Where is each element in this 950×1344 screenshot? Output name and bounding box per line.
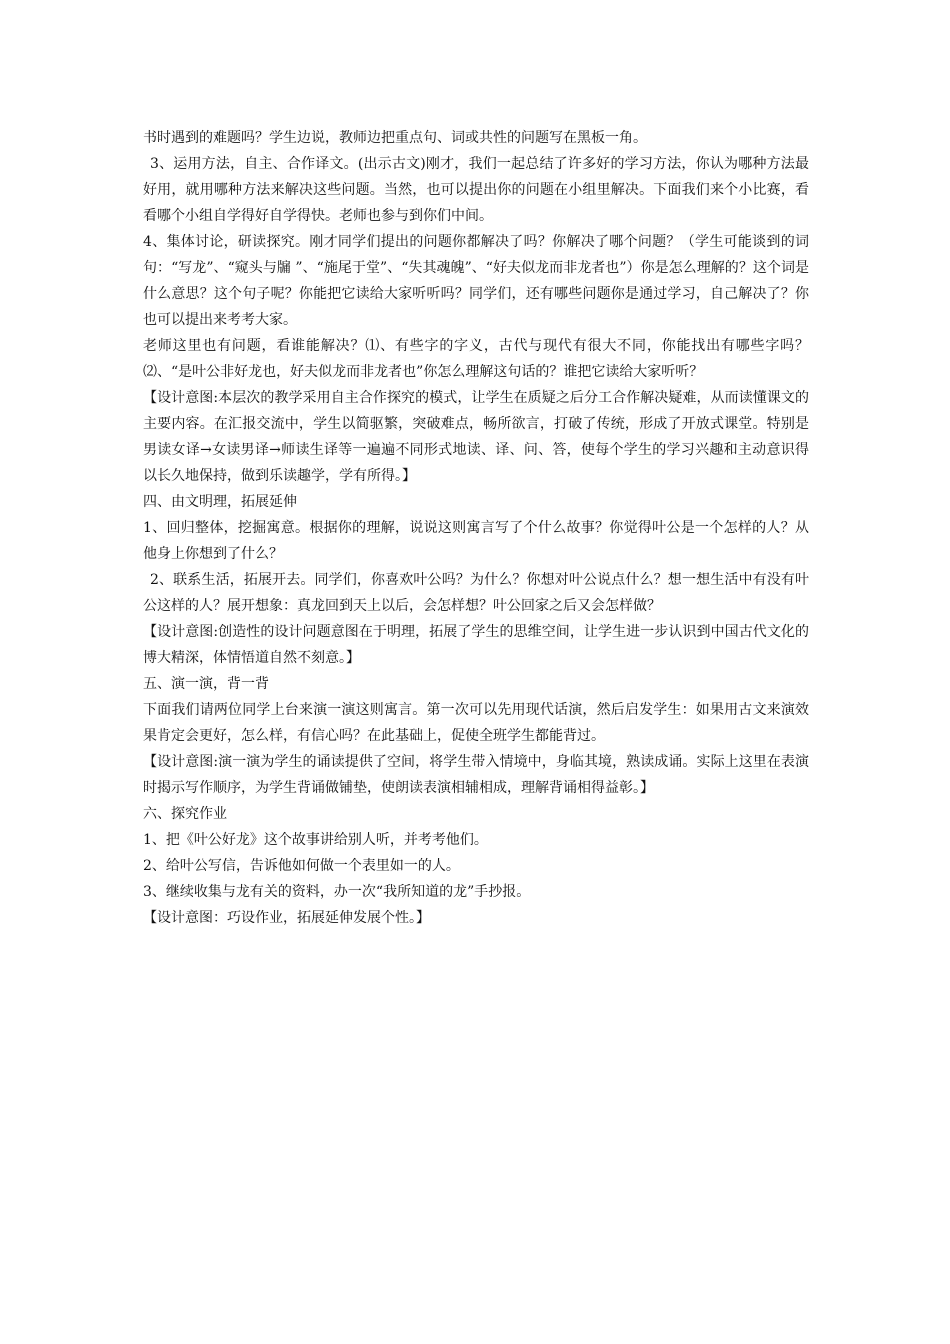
section-heading-6: 六、探究作业 — [143, 806, 227, 822]
homework-item-2: 2、给叶公写信，告诉他如何做一个表里如一的人。 — [143, 858, 460, 874]
document-body — [143, 125, 809, 931]
section-heading-4: 四、由文明理，拓展延伸 — [143, 494, 297, 510]
paragraph-step-4: 4、集体讨论，研读探究。刚才同学们提出的问题你都解决了吗？你解决了哪个问题？（学生可能谈到的词句：“写龙”、“窥头与牖 ”、“施尾于堂”、“失其魂魄”、“好夫似龙而非龙者也”）你是怎么理解的？这个词是什么意思？这个句子呢？你能把它读给大家听听吗？同学们，还有哪些问题你是通过学习，自己解决了？你也可以提出来考考大家。 — [143, 234, 809, 328]
paragraph-5: 下面我们请两位同学上台来演一演这则寓言。第一次可以先用现代话演，然后启发学生：如果用古文来演效果肯定会更好，怎么样，有信心吗？在此基础上，促使全班学生都能背过。 — [143, 702, 809, 744]
design-intent-note-3: 【设计意图:演一演为学生的诵读提供了空间，将学生带入情境中，身临其境，熟读成诵。实际上这里在表演时揭示写作顺序，为学生背诵做铺垫，使朗读表演相辅相成，理解背诵相得益彰。】 — [143, 754, 809, 796]
paragraph-continuation: 书时遇到的难题吗？学生边说，教师边把重点句、词或共性的问题写在黑板一角。 — [143, 130, 647, 146]
section-heading-5: 五、演一演，背一背 — [143, 676, 269, 692]
design-intent-note-1: 【设计意图:本层次的教学采用自主合作探究的模式，让学生在质疑之后分工合作解决疑难，从而读懂课文的主要内容。在汇报交流中，学生以简驱繁，突破难点，畅所欲言，打破了传统，形成了开放式课堂。特别是男读女译→女读男译→师读生译等一遍遍不同形式地读、译、问、答，使每个学生的学习兴趣和主动意识得以长久地保持，做到乐读趣学，学有所得。】 — [143, 390, 809, 484]
homework-item-3: 3、继续收集与龙有关的资料，办一次“我所知道的龙”手抄报。 — [143, 884, 531, 900]
paragraph-step-3: 3、运用方法，自主、合作译文。(出示古文)刚才，我们一起总结了许多好的学习方法，你认为哪种方法最好用，就用哪种方法来解决这些问题。当然，也可以提出你的问题在小组里解决。下面我们来个小比赛，看看哪个小组自学得好自学得快。老师也参与到你们中间。 — [143, 156, 809, 224]
paragraph-teacher-questions: 老师这里也有问题，看谁能解决？⑴、有些字的字义，古代与现代有很大不同，你能找出有哪些字吗？⑵、“是叶公非好龙也，好夫似龙而非龙者也”你怎么理解这句话的？谁把它读给大家听听？ — [143, 338, 809, 380]
design-intent-note-4: 【设计意图：巧设作业，拓展延伸发展个性。】 — [143, 910, 430, 926]
design-intent-note-2: 【设计意图:创造性的设计问题意图在于明理，拓展了学生的思维空间，让学生进一步认识到中国古代文化的博大精深，体情悟道自然不刻意。】 — [143, 624, 809, 666]
homework-item-1: 1、把《叶公好龙》这个故事讲给别人听，并考考他们。 — [143, 832, 488, 848]
paragraph-4-1: 1、回归整体，挖掘寓意。根据你的理解，说说这则寓言写了个什么故事？你觉得叶公是一个怎样的人？从他身上你想到了什么？ — [143, 520, 809, 562]
paragraph-4-2: 2、联系生活，拓展开去。同学们，你喜欢叶公吗？为什么？你想对叶公说点什么？想一想生活中有没有叶公这样的人？展开想象：真龙回到天上以后，会怎样想？叶公回家之后又会怎样做？ — [143, 572, 809, 614]
